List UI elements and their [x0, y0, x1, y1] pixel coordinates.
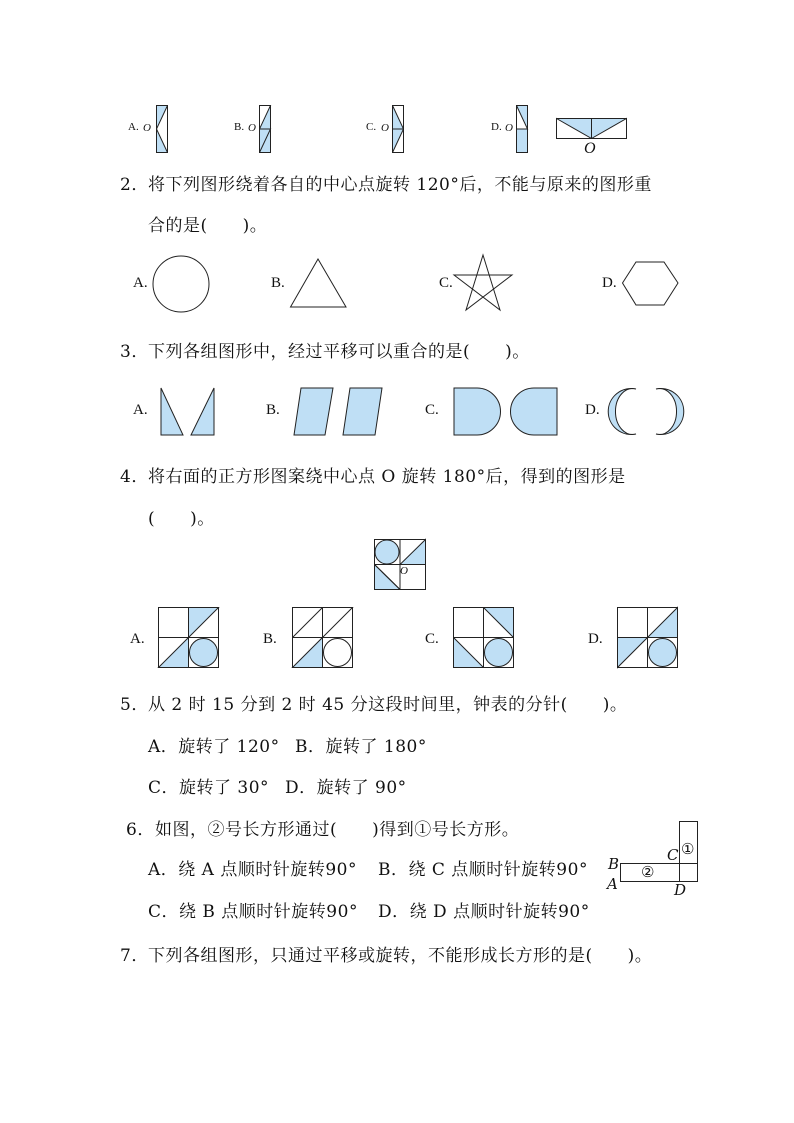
- q6-point-b: B: [608, 855, 620, 873]
- q3-number: 3．: [120, 342, 149, 362]
- q6-point-a: A: [607, 875, 618, 893]
- q4-option-d-label: D.: [588, 631, 603, 647]
- q6-option-d: D．绕 D 点顺时针旋转90°: [378, 902, 590, 922]
- q5-option-d: D．旋转了 90°: [285, 778, 407, 798]
- q6-point-c: C: [667, 846, 679, 864]
- q6-rect1-label: ①: [681, 840, 695, 858]
- q3-option-d-figure: [612, 387, 682, 437]
- q2-triangle-figure: [290, 258, 348, 310]
- q2-hexagon-figure: [622, 261, 680, 307]
- q2-option-c-label: C.: [439, 275, 453, 291]
- q1-option-d-figure: [516, 105, 528, 153]
- q2-star-figure: [452, 253, 514, 313]
- q4-option-b-figure: [292, 607, 354, 669]
- q1-option-a-label: A.: [128, 121, 139, 133]
- q2-option-a-label: A.: [133, 275, 148, 291]
- q6-text: 如图，②号长方形通过( )得到①号长方形。: [155, 820, 520, 840]
- q6-number: 6．: [126, 820, 155, 840]
- q4-option-b-label: B.: [263, 631, 277, 647]
- q5-number: 5．: [120, 695, 149, 715]
- q4-center-label: O: [400, 565, 408, 577]
- q4-option-a-label: A.: [130, 631, 145, 647]
- q2-option-b-label: B.: [271, 275, 285, 291]
- q3-option-d-label: D.: [585, 402, 600, 418]
- q6-option-c: C．绕 B 点顺时针旋转90°: [148, 902, 358, 922]
- q1-option-b-figure: [259, 105, 271, 153]
- q5-text: 从 2 时 15 分到 2 时 45 分这段时间里，钟表的分针( )。: [148, 695, 628, 715]
- q6-option-a: A．绕 A 点顺时针旋转90°: [148, 860, 357, 880]
- q1-option-c-figure: [392, 105, 404, 153]
- q4-option-d-figure: [617, 607, 679, 669]
- q6-option-b: B．绕 C 点顺时针旋转90°: [378, 860, 588, 880]
- q2-circle-figure: [152, 255, 212, 315]
- q1-option-a-point: O: [143, 122, 151, 134]
- q4-number: 4．: [120, 467, 149, 487]
- q2-text-line2: 合的是( )。: [148, 216, 268, 236]
- q2-text-line1: 将下列图形绕着各自的中心点旋转 120°后，不能与原来的图形重: [148, 175, 652, 195]
- q1-option-d-point: O: [505, 122, 513, 134]
- q3-option-b-figure: [293, 387, 385, 437]
- q7-number: 7．: [120, 946, 149, 966]
- q3-option-c-figure: [453, 387, 559, 437]
- q1-option-d-label: D.: [491, 121, 502, 133]
- q3-option-c-label: C.: [425, 402, 439, 418]
- q2-number: 2．: [120, 175, 149, 195]
- q1-option-c-label: C.: [366, 121, 377, 133]
- q6-rect2-label: ②: [641, 863, 655, 881]
- q1-origin-label: O: [584, 140, 596, 157]
- q4-text-line2: ( )。: [148, 509, 215, 529]
- q1-option-c-point: O: [381, 122, 389, 134]
- q4-option-a-figure: [158, 607, 220, 669]
- q5-option-a: A．旋转了 120°: [148, 737, 280, 757]
- q2-option-d-label: D.: [602, 275, 617, 291]
- q4-option-c-figure: [453, 607, 515, 669]
- q1-option-b-label: B.: [234, 121, 245, 133]
- q1-option-b-point: O: [248, 122, 256, 134]
- q3-option-a-label: A.: [133, 402, 148, 418]
- q3-option-a-figure: [160, 387, 218, 437]
- q5-option-b: B．旋转了 180°: [295, 737, 427, 757]
- q4-option-c-label: C.: [425, 631, 439, 647]
- q6-point-d: D: [674, 881, 687, 899]
- q1-original-figure: [556, 118, 628, 140]
- q4-text-line1: 将右面的正方形图案绕中心点 O 旋转 180°后，得到的图形是: [148, 467, 626, 487]
- q3-text: 下列各组图形中，经过平移可以重合的是( )。: [148, 342, 530, 362]
- q3-option-b-label: B.: [266, 402, 280, 418]
- q5-option-c: C．旋转了 30°: [148, 778, 270, 798]
- q7-text: 下列各组图形，只通过平移或旋转，不能形成长方形的是( )。: [148, 946, 653, 966]
- q1-option-a-figure: [156, 105, 168, 153]
